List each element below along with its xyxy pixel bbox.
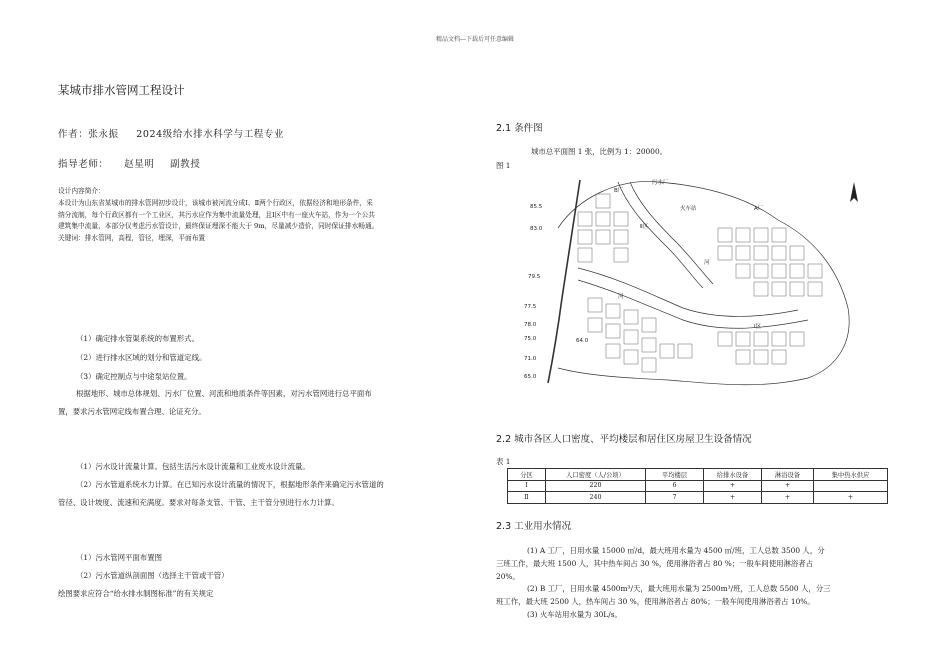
map-elevation: 75.0 bbox=[524, 336, 537, 342]
drawing-item: （1）污水管网平面布置图 bbox=[76, 553, 163, 562]
map-label-river: 河 bbox=[618, 294, 624, 300]
industry-line: (1) A 工厂，日用水量 15000 ㎡/d，最大班用水量为 4500 ㎡/班，工人总数 3500 人，分 bbox=[527, 546, 825, 555]
street-grid-southwest bbox=[588, 298, 692, 372]
abstract-line: 建筑集中流量，本部分仅考虑污水管设计，最终保证埋深不能大于 9m，尽量减少造价，同时保证排水畅通。 bbox=[58, 222, 379, 231]
industry-line: 班工作，最大班 2500 人，热车间占 30 %，使用淋浴者占 80%；一般车间使用淋浴者占 10%。 bbox=[496, 597, 815, 606]
map-elevation: 77.5 bbox=[524, 304, 537, 310]
table-cell: + bbox=[814, 492, 888, 504]
map-elevation: 71.0 bbox=[524, 356, 537, 362]
table-cell: + bbox=[762, 480, 814, 492]
map-label-station: 火车站 bbox=[680, 206, 697, 212]
industry-line: 三班工作，最大班 1500 人，其中热车间占 30 %，使用淋浴者占 80 %；一般车间使用淋浴者占 bbox=[496, 559, 814, 568]
street-grid-district-2 bbox=[578, 194, 628, 262]
table-label: 表 1 bbox=[496, 457, 511, 466]
map-label-district-1: Ⅰ区 bbox=[754, 324, 762, 330]
district-table bbox=[507, 468, 888, 504]
industry-line: (2) B 工厂，日用水量 4500m³/天，最大班用水量为 2500m³/班，工人总数 5500 人，分三 bbox=[527, 584, 831, 593]
table-cell: + bbox=[704, 492, 762, 504]
map-elevation: 85.5 bbox=[530, 204, 543, 210]
advisor-label: 指导老师： bbox=[58, 159, 109, 170]
map-label-plant-a: A厂 bbox=[754, 206, 764, 212]
table-row bbox=[508, 480, 888, 492]
author-name: 作者：张永振 bbox=[58, 129, 119, 140]
calc-item: 管径、设计坡度、流速和充满度。要求对每条支管、干管、主干管分别进行水力计算。 bbox=[58, 498, 339, 507]
table-row bbox=[508, 492, 888, 504]
calc-item: （1）污水设计流量计算。包括生活污水设计流量和工业废水设计流量。 bbox=[76, 462, 310, 471]
abstract-heading: 设计内容简介： bbox=[58, 187, 105, 195]
advisor-rank: 副教授 bbox=[170, 159, 201, 170]
task-paragraph-line: 根据地形、城市总体规划、污水厂位置、河流和地质条件等因素，对污水管网进行总平面布 bbox=[76, 389, 372, 398]
map-elevation: 64.0 bbox=[576, 338, 589, 344]
advisor-line bbox=[58, 156, 212, 170]
north-arrow-icon bbox=[850, 182, 858, 202]
abstract-line: 本设计为山东省某城市的排水管网初步设计，该城市被河流分成Ⅰ、Ⅱ两个行政区，依据经济和地形条件，采 bbox=[58, 198, 373, 207]
city-plan-map bbox=[518, 168, 870, 398]
table-cell: 7 bbox=[646, 492, 704, 504]
map-label-district-2: Ⅱ区 bbox=[640, 224, 649, 230]
map-elevation: 65.0 bbox=[524, 374, 537, 380]
keywords-line bbox=[58, 233, 468, 245]
industry-line: (3) 火车站用水量为 30L/s。 bbox=[527, 610, 622, 619]
map-label-plant-b: B厂 bbox=[614, 188, 624, 194]
table-header: 人口密度（人/公顷） bbox=[546, 469, 646, 481]
table-cell: Ⅱ bbox=[508, 492, 546, 504]
page-watermark: 精品文档---下载后可任意编辑 bbox=[435, 36, 515, 43]
section-2-1-text: 城市总平面图 1 张，比例为 1：20000。 bbox=[531, 147, 668, 156]
calc-item: （2）污水管道系统水力计算。在已知污水设计流量的情况下，根据地形条件来确定污水管道的 bbox=[76, 480, 384, 489]
map-elevation: 78.0 bbox=[524, 322, 537, 328]
table-cell: + bbox=[762, 492, 814, 504]
table-header: 集中热水供应 bbox=[814, 469, 888, 481]
river-upper bbox=[630, 182, 713, 284]
abstract-block bbox=[58, 186, 468, 245]
figure-label: 图 1 bbox=[496, 161, 511, 170]
table-cell: 6 bbox=[646, 480, 704, 492]
table-cell: + bbox=[704, 480, 762, 492]
map-elevation: 83.0 bbox=[530, 226, 543, 232]
river-bank bbox=[578, 268, 798, 317]
table-header: 给排水设备 bbox=[704, 469, 762, 481]
keywords-label: 关键词： bbox=[58, 234, 85, 243]
table-header: 平均楼层 bbox=[646, 469, 704, 481]
map-label-wwtp: 污水厂 bbox=[652, 180, 669, 186]
section-2-3-heading: 2.3 工业用水情况 bbox=[496, 521, 572, 532]
task-item: （2）进行排水区域的划分和管道定线。 bbox=[76, 353, 207, 362]
table-cell: 220 bbox=[546, 480, 646, 492]
table-header-row bbox=[508, 469, 888, 481]
river-upper bbox=[618, 182, 703, 288]
task-item: （1）确定排水管渠系统的布置形式。 bbox=[76, 334, 199, 343]
document-title: 某城市排水管网工程设计 bbox=[58, 83, 185, 97]
table-header: 分区 bbox=[508, 469, 546, 481]
table-cell: Ⅰ bbox=[508, 480, 546, 492]
railway-line bbox=[548, 180, 580, 383]
author-major: 2024级给水排水科学与工程专业 bbox=[136, 129, 285, 140]
task-paragraph-line: 置，要求污水管网定线布置合理、论证充分。 bbox=[58, 407, 206, 416]
section-2-2-heading: 2.2 城市各区人口密度、平均楼层和居住区房屋卫生设备情况 bbox=[496, 434, 752, 445]
table-cell: 240 bbox=[546, 492, 646, 504]
map-label-river: 河 bbox=[704, 260, 710, 266]
task-item: （3）确定控制点与中途泵站位置。 bbox=[76, 372, 192, 381]
table-cell bbox=[814, 480, 888, 492]
drawing-item: （2）污水管道纵剖面图（选择主干管或干管） bbox=[76, 571, 229, 580]
drawing-item: 绘图要求应符合“给水排水制图标准”的有关规定 bbox=[58, 589, 214, 598]
map-elevation: 79.5 bbox=[528, 274, 541, 280]
table-header: 淋浴设备 bbox=[762, 469, 814, 481]
author-line bbox=[58, 126, 298, 140]
section-2-1-heading: 2.1 条件图 bbox=[496, 123, 543, 134]
abstract-line: 纳分流制，每个行政区都有一个工业区，其污水应作为集中流量处理，且Ⅰ区中有一座火车站，作为一个公共 bbox=[58, 210, 375, 219]
industry-line: 20%。 bbox=[496, 572, 520, 581]
street-grid-district-1 bbox=[718, 228, 822, 364]
advisor-name: 赵星明 bbox=[124, 159, 155, 170]
keywords-text: 排水管网，高程，管径，埋深，平面布置 bbox=[84, 234, 206, 243]
